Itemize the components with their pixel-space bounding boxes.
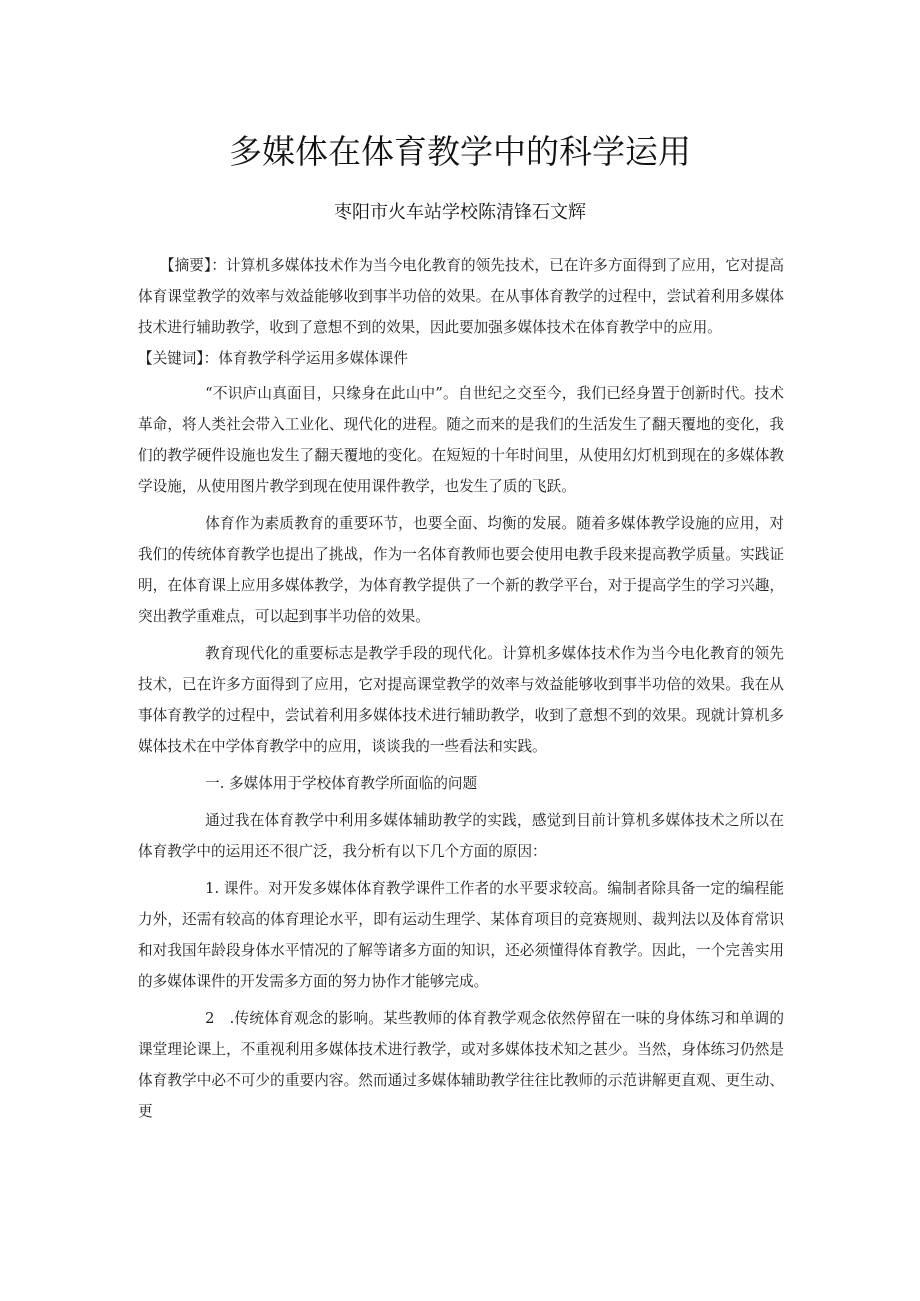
keywords-paragraph xyxy=(138,343,784,374)
keywords-text: ：体育教学科学运用多媒体课件 xyxy=(203,350,408,367)
abstract-paragraph xyxy=(138,250,784,343)
keywords-label: 【关键词】 xyxy=(138,350,204,367)
author-line: 枣阳市火车站学校陈清锋石文辉 xyxy=(334,202,586,223)
section-heading-1: 一. 多媒体用于学校体育教学所面临的问题 xyxy=(205,775,478,792)
body-paragraph-2: 体育作为素质教育的重要环节，也要全面、均衡的发展。随着多媒体教学设施的应用，对我们的传统体育教学也提出了挑战，作为一名体育教师也要会使用电教手段来提高教学质量。实践证明，在体育课上应用多媒体教学，为体育教学提供了一个新的教学平台，对于提高学生的学习兴趣，突出教学重难点，可以起到事半功倍的效果。 xyxy=(138,515,784,625)
list-item-1: 1. 课件。对开发多媒体体育教学课件工作者的水平要求较高。编制者除具备一定的编程能力外，还需有较高的体育理论水平，即有运动生理学、某体育项目的竞赛规则、裁判法以及体育常识和对我国年龄段身体水平情况的了解等诸多方面的知识，还必须懂得体育教学。因此，一个完善实用的多媒体课件的开发需多方面的努力协作才能够完成。 xyxy=(138,880,784,990)
abstract-text: ：计算机多媒体技术作为当今电化教育的领先技术，已在许多方面得到了应用，它对提高体育课堂教学的效率与效益能够收到事半功倍的效果。在从事体育教学的过程中，尝试着利用多媒体技术进行辅助教学，收到了意想不到的效果，因此要加强多媒体技术在体育教学中的应用。 xyxy=(138,257,784,336)
document-title: 多媒体在体育教学中的科学运用 xyxy=(229,132,691,171)
list-item-2: 2 .传统体育观念的影响。某些教师的体育教学观念依然停留在一味的身体练习和单调的课堂理论课上，不重视利用多媒体技术进行教学，或对多媒体技术知之甚少。当然，身体练习仍然是体育教学中必不可少的重要内容。然而通过多媒体辅助教学往往比教师的示范讲解更直观、更生动、更 xyxy=(138,1010,784,1120)
body-paragraph-1: “不识庐山真面目，只缘身在此山中”。自世纪之交至今，我们已经身置于创新时代。技术革命，将人类社会带入工业化、现代化的进程。随之而来的是我们的生活发生了翻天覆地的变化，我们的教学硬件设施也发生了翻天覆地的变化。在短短的十年时间里，从使用幻灯机到现在的多媒体教学设施，从使用图片教学到现在使用课件教学，也发生了质的飞跃。 xyxy=(138,385,784,495)
document-body xyxy=(138,250,784,1127)
body-paragraph-4: 通过我在体育教学中利用多媒体辅助教学的实践，感觉到目前计算机多媒体技术之所以在体育教学中的运用还不很广泛，我分析有以下几个方面的原因： xyxy=(138,812,784,860)
abstract-label: 【摘要】 xyxy=(159,257,212,274)
body-paragraph-3: 教育现代化的重要标志是教学手段的现代化。计算机多媒体技术作为当今电化教育的领先技术，已在许多方面得到了应用，它对提高课堂教学的效率与效益能够收到事半功倍的效果。我在从事体育教学的过程中，尝试着利用多媒体技术进行辅助教学，收到了意想不到的效果。现就计算机多媒体技术在中学体育教学中的应用，谈谈我的一些看法和实践。 xyxy=(138,645,784,755)
